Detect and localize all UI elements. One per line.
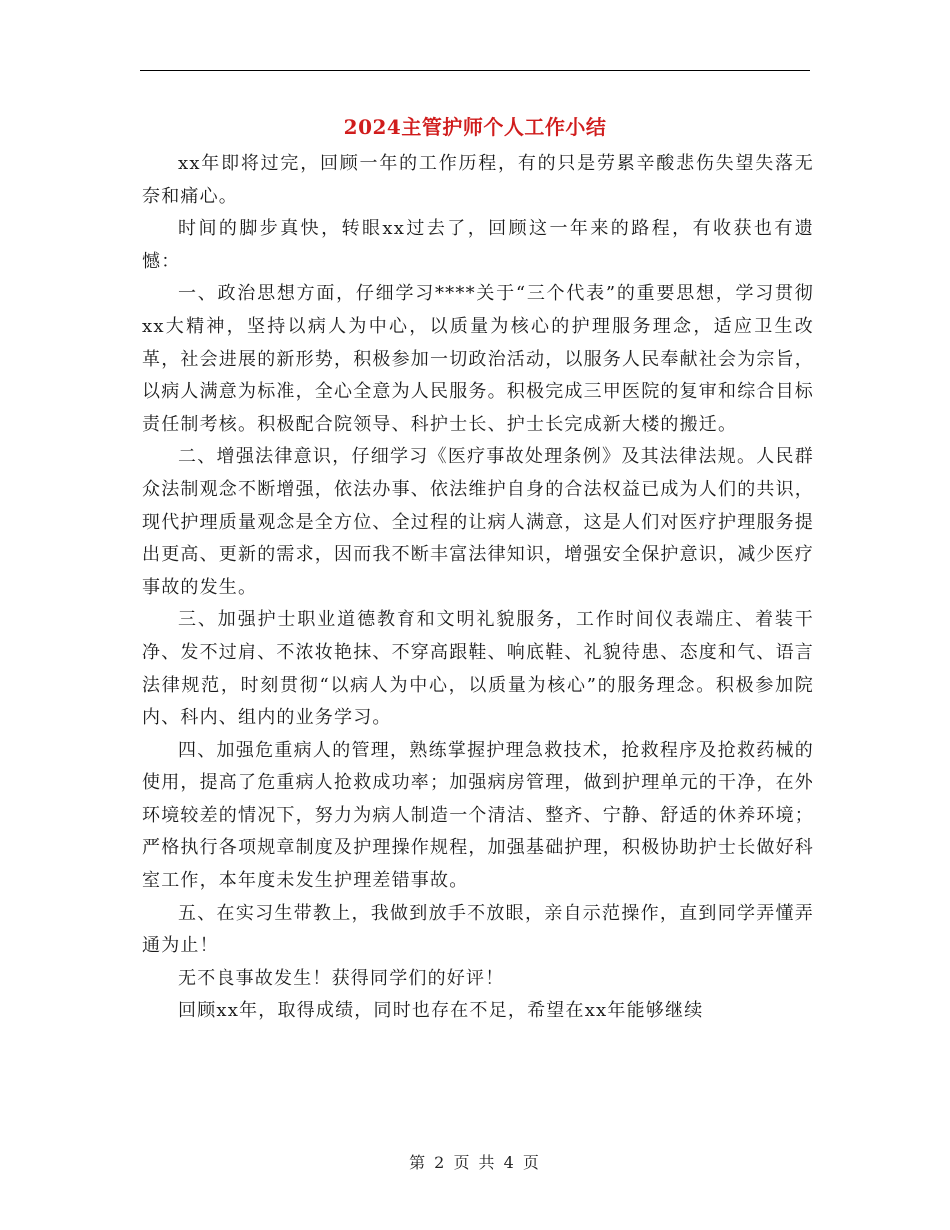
page-number: 第 2 页 共 4 页	[409, 1153, 541, 1172]
paragraph-political: 一、政治思想方面，仔细学习****关于“三个代表”的重要思想，学习贯彻xx大精神，坚持以病人为中心，以质量为核心的护理服务理念，适应卫生改革，社会进展的新形势，积极参加一切政治活动，以服务人民奉献社会为宗旨，以病人满意为标准，全心全意为人民服务。积极完成三甲医院的复审和综合目标责任制考核。积极配合院领导、科护士长、护士长完成新大楼的搬迁。	[142, 283, 814, 435]
paragraph-ethics: 三、加强护士职业道德教育和文明礼貌服务，工作时间仪表端庄、着装干净、发不过肩、不浓妆艳抹、不穿高跟鞋、响底鞋、礼貌待患、态度和气、语言法律规范，时刻贯彻“以病人为中心，以质量为核心”的服务理念。积极参加院内、科内、组内的业务学习。	[142, 609, 814, 729]
paragraph-teaching: 五、在实习生带教上，我做到放手不放眼，亲自示范操作，直到同学弄懂弄通为止！	[142, 902, 814, 957]
paragraph-legal: 二、增强法律意识，仔细学习《医疗事故处理条例》及其法律法规。人民群众法制观念不断增强，依法办事、依法维护自身的合法权益已成为人们的共识，现代护理质量观念是全方位、全过程的让病人满意，这是人们对医疗护理服务提出更高、更新的需求，因而我不断丰富法律知识，增强安全保护意识，减少医疗事故的发生。	[142, 446, 814, 598]
paragraph-critical-care: 四、加强危重病人的管理，熟练掌握护理急救技术，抢救程序及抢救药械的使用，提高了危重病人抢救成功率；加强病房管理，做到护理单元的干净，在外环境较差的情况下，努力为病人制造一个清洁、整齐、宁静、舒适的休养环境；严格执行各项规章制度及护理操作规程，加强基础护理，积极协助护士长做好科室工作，本年度未发生护理差错事故。	[142, 739, 814, 892]
header-rule	[140, 70, 810, 71]
paragraph-reflection: 时间的脚步真快，转眼xx过去了，回顾这一年来的路程，有收获也有遗憾：	[142, 218, 814, 272]
document-title: 2024主管护师个人工作小结	[343, 115, 607, 139]
paragraph-review: 回顾xx年，取得成绩，同时也存在不足，希望在xx年能够继续	[178, 1000, 704, 1022]
document-body	[142, 148, 814, 1028]
paragraph-no-incidents: 无不良事故发生！获得同学们的好评！	[178, 967, 505, 989]
paragraph-intro: xx年即将过完，回顾一年的工作历程，有的只是劳累辛酸悲伤失望失落无奈和痛心。	[142, 153, 814, 207]
